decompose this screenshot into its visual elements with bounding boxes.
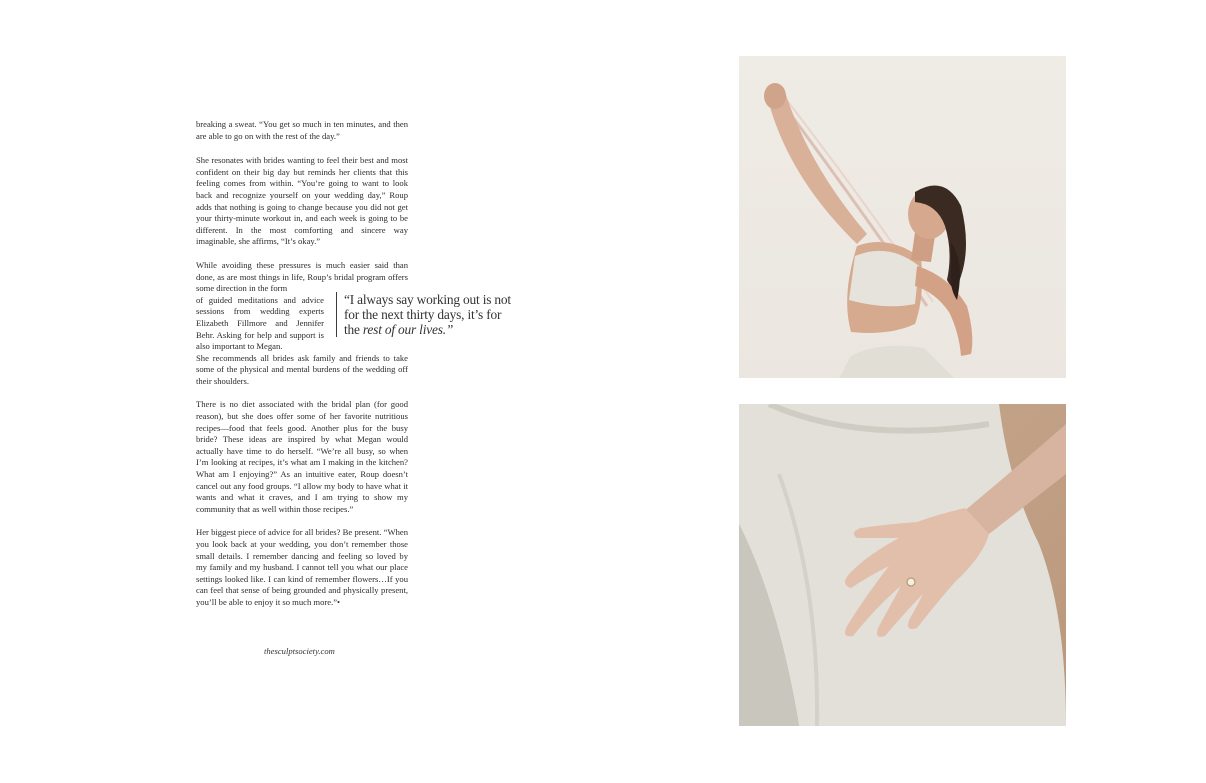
paragraph-5: Her biggest piece of advice for all brides? Be present. “When you look back at your wedding, you don’t remember those small details. I remember dancing and feeling so loved by my family and my husband. I cannot tell you what our place settings looked like. I can kind of remember flowers…If you can feel that sense of being grounded and physically present, you’ll be able to enjoy it so much more.”• [196,527,408,607]
paragraph-3-bottom: She recommends all brides ask family and friends to take some of the physical and mental burdens of the wedding off their shoulders. [196,352,408,386]
hand-ring-illustration [739,404,1066,726]
paragraph-4: There is no diet associated with the bridal plan (for good reason), but she does offer some of her favorite nutritious recipes—food that feels good. Another plus for the busy bride? These ideas are inspired by what Megan would actually have time to do herself. “We’re all busy, so when I’m looking at recipes, it’s what am I making in the kitchen? What am I enjoying?” As an intuitive eater, Roup doesn’t cancel out any food groups. “I allow my body to have what it wants and what it craves, and I am trying to show my community that as well within those recipes.” [196,399,408,514]
pull-quote-emphasis: rest of our lives.” [362,322,454,337]
website-credit: thesculptsociety.com [264,646,335,656]
paragraph-2: She resonates with brides wanting to feel their best and most confident on their big day but reminds her clients that this feeling comes from within. “You’re going to want to look back and recognize yourself on your wedding day,” Roup adds that nothing is going to change because you did not get your thirty-minute workout in, and each week is going to be different. In the most comforting and sincere way imaginable, she affirms, “It’s okay.” [196,155,408,247]
photo-hand-ring [739,404,1066,726]
paragraph-1: breaking a sweat. “You get so much in ten minutes, and then are able to go on with the rest of the day.” [196,119,408,141]
band-stretch-illustration [739,56,1066,378]
pull-quote [336,292,516,337]
article-body [196,119,408,621]
photo-band-stretch [739,56,1066,378]
paragraph-3-wrapped: of guided meditations and advice sessions from wedding experts Elizabeth Fillmore and Jennifer Behr. Asking for help and support is also important to Megan. [196,294,324,352]
pull-quote-text: “I always say working out is not for the next thirty days, it’s for the [344,292,511,337]
paragraph-3-top: While avoiding these pressures is much easier said than done, as are most things in life, Roup’s bridal program offers some direction in the form [196,259,408,294]
